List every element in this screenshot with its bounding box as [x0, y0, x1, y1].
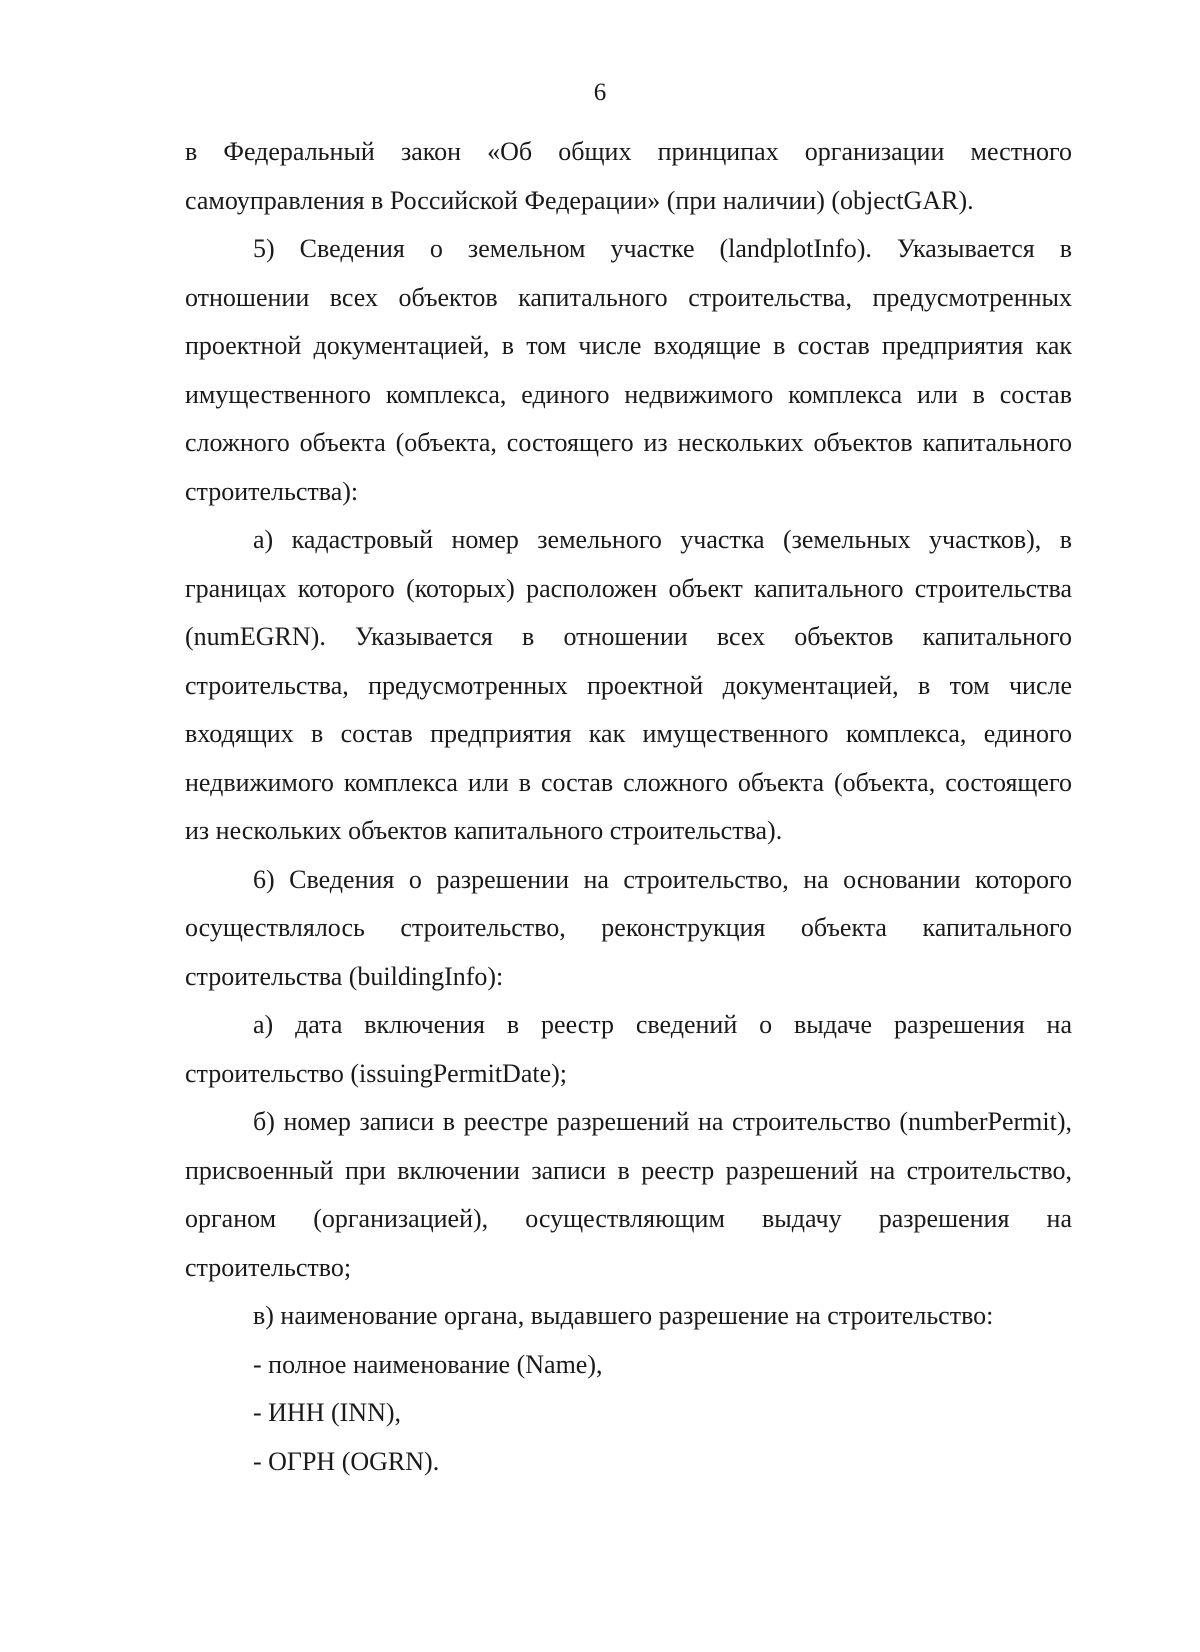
paragraph-continuation: в Федеральный закон «Об общих принципах организации местного самоуправления в Российской Федерации» (при наличии) (objectGAR). — [185, 137, 1072, 215]
paragraph-issuing-authority: в) наименование органа, выдавшего разрешение на строительство: — [253, 1301, 994, 1330]
paragraph-landplot-info: 5) Сведения о земельном участке (landplotInfo). Указывается в отношении всех объектов капитального строительства, предусмотренных проектной документацией, в том числе входящие в состав предприятия как имущественного комплекса, единого недвижимого комплекса или в состав сложного объекта (объекта, состоящего из нескольких объектов капитального строительства): — [185, 234, 1072, 506]
document-body — [185, 128, 1072, 1486]
list-item-inn: - ИНН (INN), — [253, 1398, 402, 1427]
list-item-name: - полное наименование (Name), — [253, 1349, 603, 1379]
paragraph-cadastral-number: а) кадастровый номер земельного участка (земельных участков), в границах которого (которых) расположен объект капитального строительства (numEGRN). Указывается в отношении всех объектов капитального строительства, предусмотренных проектной документацией, в том числе входящих в состав предприятия как имущественного комплекса, единого недвижимого комплекса или в состав сложного объекта (объекта, состоящего из нескольких объектов капитального строительства). — [185, 525, 1072, 845]
list-item-ogrn: - ОГРН (OGRN). — [253, 1446, 440, 1476]
paragraph-building-info: 6) Сведения о разрешении на строительство, на основании которого осуществлялось строительство, реконструкция объекта капитального строительства (buildingInfo): — [185, 864, 1072, 991]
page-number: 6 — [593, 79, 607, 106]
paragraph-permit-number: б) номер записи в реестре разрешений на строительство (numberPermit), присвоенный при включении записи в реестр разрешений на строительство, органом (организацией), осуществляющим выдачу разрешения на строительство; — [185, 1107, 1072, 1282]
paragraph-permit-date: а) дата включения в реестр сведений о выдаче разрешения на строительство (issuingPermitDate); — [185, 1010, 1072, 1088]
